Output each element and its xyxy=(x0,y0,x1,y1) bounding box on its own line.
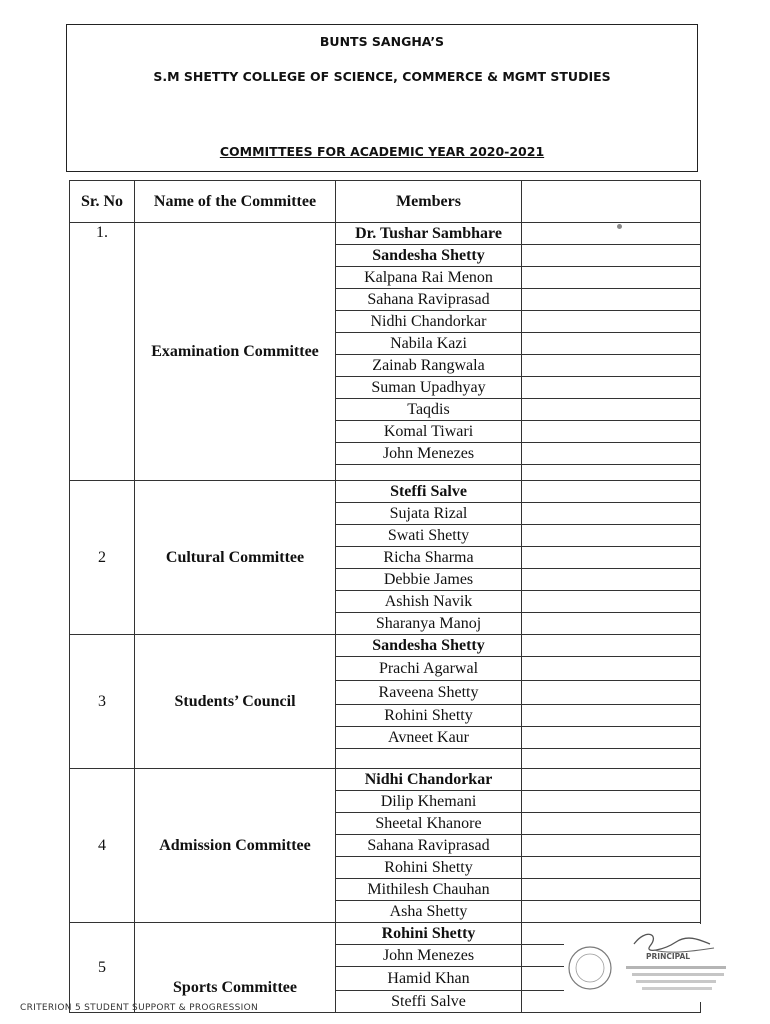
member-name: Steffi Salve xyxy=(336,991,522,1013)
sr-number: 1. xyxy=(70,223,135,481)
member-name: Raveena Shetty xyxy=(336,681,522,705)
sr-number: 3 xyxy=(70,635,135,769)
header-committee-name: Name of the Committee xyxy=(135,181,336,223)
member-name: Nabila Kazi xyxy=(336,333,522,355)
member-name: Sujata Rizal xyxy=(336,503,522,525)
committee-name: Sports Committee xyxy=(135,923,336,1013)
member-name: Suman Upadhyay xyxy=(336,377,522,399)
committee-name: Admission Committee xyxy=(135,769,336,923)
member-name: Rohini Shetty xyxy=(336,923,522,945)
member-name: Kalpana Rai Menon xyxy=(336,267,522,289)
header-members: Members xyxy=(336,181,522,223)
member-name: Rohini Shetty xyxy=(336,705,522,727)
member-name: Mithilesh Chauhan xyxy=(336,879,522,901)
college-stamp-icon xyxy=(564,924,770,1002)
member-name: Sandesha Shetty xyxy=(336,245,522,267)
member-name: John Menezes xyxy=(336,945,522,967)
member-name: Avneet Kaur xyxy=(336,727,522,749)
member-name: Hamid Khan xyxy=(336,967,522,991)
document-header xyxy=(66,24,698,172)
principal-signature-stamp xyxy=(564,924,770,1002)
document-title: COMMITTEES FOR ACADEMIC YEAR 2020-2021 xyxy=(219,144,545,159)
member-name: Zainab Rangwala xyxy=(336,355,522,377)
member-name: Nidhi Chandorkar xyxy=(336,311,522,333)
member-name: Sandesha Shetty xyxy=(336,635,522,657)
society-name: BUNTS SANGHA’S xyxy=(319,34,445,49)
header-sr-no: Sr. No xyxy=(70,181,135,223)
committee-name: Cultural Committee xyxy=(135,481,336,635)
sr-number: 2 xyxy=(70,481,135,635)
member-name: Komal Tiwari xyxy=(336,421,522,443)
member-name: Richa Sharma xyxy=(336,547,522,569)
member-name: Nidhi Chandorkar xyxy=(336,769,522,791)
member-name: Steffi Salve xyxy=(336,481,522,503)
member-name: Taqdis xyxy=(336,399,522,421)
member-name: John Menezes xyxy=(336,443,522,465)
member-name: Dr. Tushar Sambhare xyxy=(336,223,522,245)
member-name: Swati Shetty xyxy=(336,525,522,547)
member-name: Asha Shetty xyxy=(336,901,522,923)
member-name: Sheetal Khanore xyxy=(336,813,522,835)
sr-number: 5 xyxy=(70,923,135,1013)
member-name: Ashish Navik xyxy=(336,591,522,613)
member-name: Sahana Raviprasad xyxy=(336,289,522,311)
committee-name: Examination Committee xyxy=(135,223,336,481)
member-name: Prachi Agarwal xyxy=(336,657,522,681)
committees-table xyxy=(69,180,701,1013)
college-name: S.M SHETTY COLLEGE OF SCIENCE, COMMERCE & MGMT STUDIES xyxy=(153,69,611,84)
member-name: Debbie James xyxy=(336,569,522,591)
member-name: Rohini Shetty xyxy=(336,857,522,879)
sr-number: 4 xyxy=(70,769,135,923)
committee-name: Students’ Council xyxy=(135,635,336,769)
member-name: Dilip Khemani xyxy=(336,791,522,813)
page-footer: CRITERION 5 STUDENT SUPPORT & PROGRESSION xyxy=(20,1003,259,1013)
header-blank xyxy=(522,181,701,223)
principal-label: PRINCIPAL xyxy=(646,952,691,961)
member-name: Sharanya Manoj xyxy=(336,613,522,635)
member-name: Sahana Raviprasad xyxy=(336,835,522,857)
